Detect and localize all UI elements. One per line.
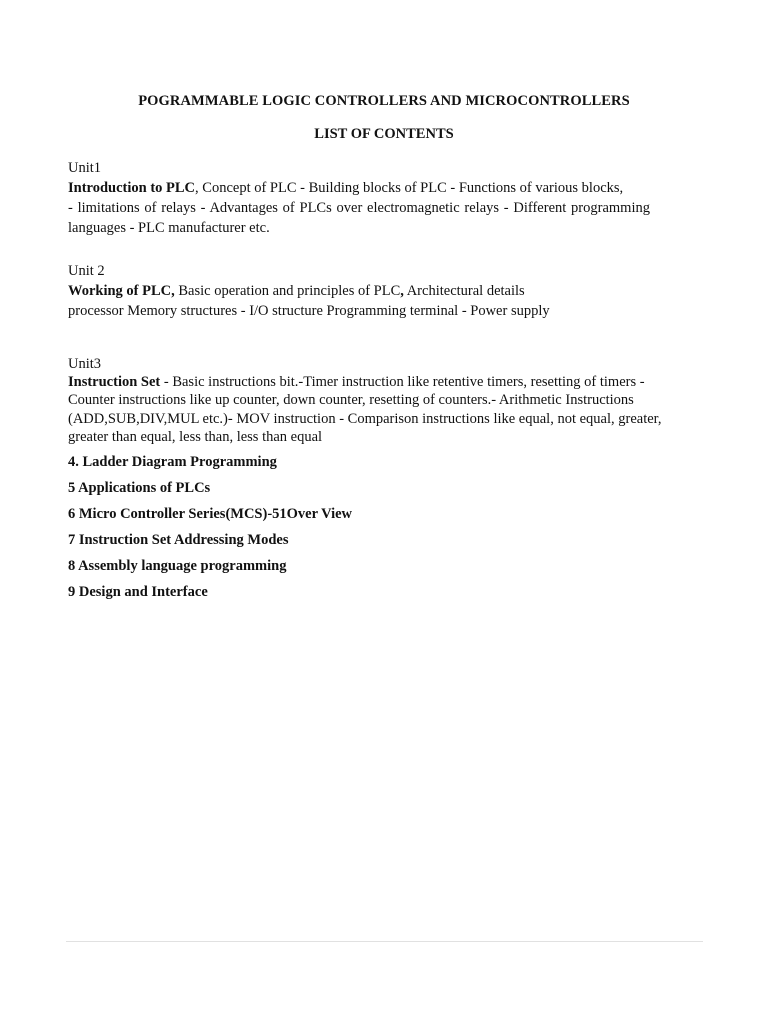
footer-divider xyxy=(66,941,703,942)
unit-1-first-line xyxy=(68,178,650,198)
list-item: 4. Ladder Diagram Programming xyxy=(68,454,277,470)
unit-1-section xyxy=(68,159,650,238)
document-title: POGRAMMABLE LOGIC CONTROLLERS AND MICROCONTROLLERS xyxy=(138,93,630,109)
list-item: 5 Applications of PLCs xyxy=(68,480,211,496)
document-subtitle: LIST OF CONTENTS xyxy=(314,126,454,142)
list-item: 6 Micro Controller Series(MCS)-51Over View xyxy=(68,506,353,522)
unit-1-heading: Introduction to PLC xyxy=(68,180,196,196)
list-item: 9 Design and Interface xyxy=(68,584,208,600)
unit-1-label: Unit1 xyxy=(68,160,102,176)
unit-1-description: - limitations of relays - Advantages of PLCs over electromagnetic relays - Different programming languages - PLC manufacturer etc. xyxy=(68,200,650,236)
unit-3-label: Unit3 xyxy=(68,356,102,372)
unit-2-text-comma: , xyxy=(400,283,404,299)
unit-2-text-b: Architectural details xyxy=(403,283,525,299)
unit-2-first-line xyxy=(68,281,688,301)
unit-1-line-1: Concept of PLC - Building blocks of PLC - Functions of various blocks, xyxy=(198,180,624,196)
unit-2-text-a: Basic operation and principles of PLC xyxy=(174,283,401,299)
unit-2-heading: Working of PLC, xyxy=(68,283,175,299)
unit-3-section xyxy=(68,355,693,447)
unit-3-body xyxy=(68,373,693,447)
remaining-units-list xyxy=(68,453,668,609)
unit-2-section xyxy=(68,262,688,321)
unit-1-heading-comma: , xyxy=(195,180,199,196)
unit-3-heading: Instruction Set xyxy=(68,374,161,390)
unit-2-description-line-2: processor Memory structures - I/O structure Programming terminal - Power supply xyxy=(68,303,550,319)
list-item: 7 Instruction Set Addressing Modes xyxy=(68,532,289,548)
list-item: 8 Assembly language programming xyxy=(68,558,287,574)
unit-2-label: Unit 2 xyxy=(68,263,105,279)
unit-3-description: - Basic instructions bit.-Timer instruction like retentive timers, resetting of timers - Counter instructions like up counter, down counter, resetting of counters.- Arithmetic Instructions (ADD,SUB,DIV,MUL etc.)- MOV instruction - Comparison instructions like equal, not equal, greater, greater than equal, less than, less than equal xyxy=(68,374,662,446)
